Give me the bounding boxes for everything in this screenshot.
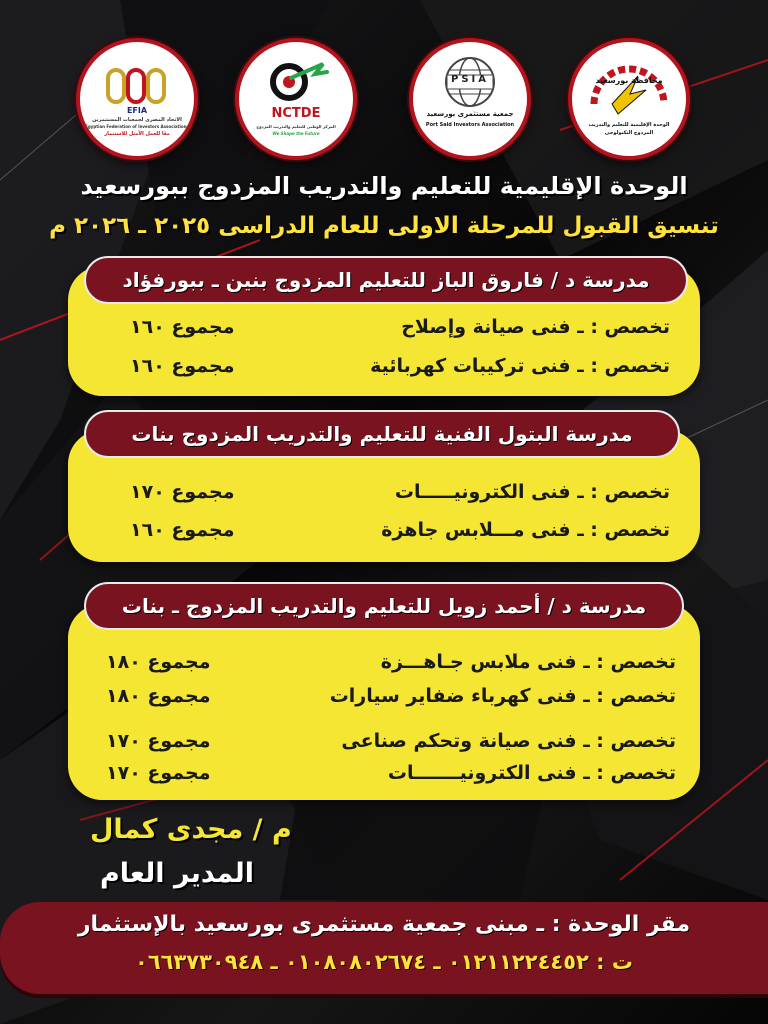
specialization-label: تخصص : ـ فنى صيانة وتحكم صناعى [341,730,676,752]
school-2-row-1 [100,481,670,511]
psia-logo [409,38,531,160]
efia-caption: EFIA [126,106,148,115]
specialization-label: تخصص : ـ فنى كهرباء ضفاير سيارات [329,685,676,707]
total-score: مجموع ١٦٠ [130,519,235,541]
school-name-3: مدرسة د / أحمد زويل للتعليم والتدريب المزدوج ـ بنات [84,582,684,630]
total-score: مجموع ١٧٠ [106,730,211,752]
efia-logo [76,38,198,160]
governorate-subtitle: الوحدة الإقليمية للتعليم والتدريب [588,122,670,128]
psia-caption: PSIA [451,74,489,85]
total-score: مجموع ١٦٠ [130,316,235,338]
page-title: الوحدة الإقليمية للتعليم والتدريب المزدوج ببورسعيد [80,172,688,200]
efia-subtitle: الاتحاد المصرى لجمعيات المستثمرين [92,117,182,123]
school-3-row-3 [96,730,676,760]
total-score: مجموع ١٦٠ [130,355,235,377]
psia-subtitle: جمعية مستثمرى بورسعيد [426,110,514,118]
specialization-label: تخصص : ـ فنى الكترونيـــــات [394,481,670,503]
school-2-row-2 [100,519,670,549]
efia-slogan: معًا للعمل الأمثل للاستثمار [104,131,170,137]
nctde-subtitle: المركز الوطنى للتعليم والتدريب المزدوج [256,124,336,129]
school-3-row-4 [96,762,676,792]
school-name-1: مدرسة د / فاروق الباز للتعليم المزدوج بنين ـ ببورفؤاد [84,256,688,304]
footer-phones: ت : ٠١٢١١٢٢٤٤٥٢ ـ ٠١٠٨٠٨٠٢٦٧٤ ـ ٠٦٦٣٧٣٠٩٤٨ [135,950,633,974]
director-name: م / مجدى كمال [90,814,292,845]
footer-address: مقر الوحدة : ـ مبنى جمعية مستثمرى بورسعيد بالإستثمار [77,912,691,937]
governorate-caption: محافظة بورسعيد [595,76,663,85]
total-score: مجموع ١٧٠ [130,481,235,503]
nctde-logo [235,38,357,160]
logo-row [0,38,768,168]
school-name-2: مدرسة البتول الفنية للتعليم والتدريب المزدوج بنات [84,410,680,458]
nctde-caption: NCTDE [271,106,321,121]
specialization-label: تخصص : ـ فنى تركيبات كهربائية [370,355,670,377]
specialization-label: تخصص : ـ فنى صيانة وإصلاح [401,316,670,338]
efia-subtitle-en: Egyptian Federation of Investors Associations [85,124,189,129]
specialization-label: تخصص : ـ فنى الكترونيـــــــات [387,762,676,784]
nctde-slogan: We Shape the Future [272,131,320,136]
governorate-logo [568,38,690,160]
governorate-subtitle-2: المزدوج التكنولوجى [604,130,654,136]
page-subtitle: تنسيق القبول للمرحلة الاولى للعام الدراسى ٢٠٢٥ ـ ٢٠٢٦ م [49,213,719,239]
total-score: مجموع ١٨٠ [106,685,211,707]
nctde-emblem-icon [239,42,353,156]
school-3-row-1 [96,651,676,681]
school-1-row-2 [100,355,670,385]
total-score: مجموع ١٧٠ [106,762,211,784]
psia-globe-icon [413,42,527,156]
specialization-label: تخصص : ـ فنى ملابس جـاهـــزة [380,651,676,673]
school-3-row-2 [96,685,676,715]
director-role: المدير العام [100,858,254,889]
specialization-label: تخصص : ـ فنى مـــلابس جاهزة [381,519,670,541]
gear-icon [572,42,686,156]
total-score: مجموع ١٨٠ [106,651,211,673]
efia-emblem-icon [80,42,194,156]
psia-subtitle-en: Port Said Investors Association [425,122,515,128]
school-1-row-1 [100,316,670,346]
